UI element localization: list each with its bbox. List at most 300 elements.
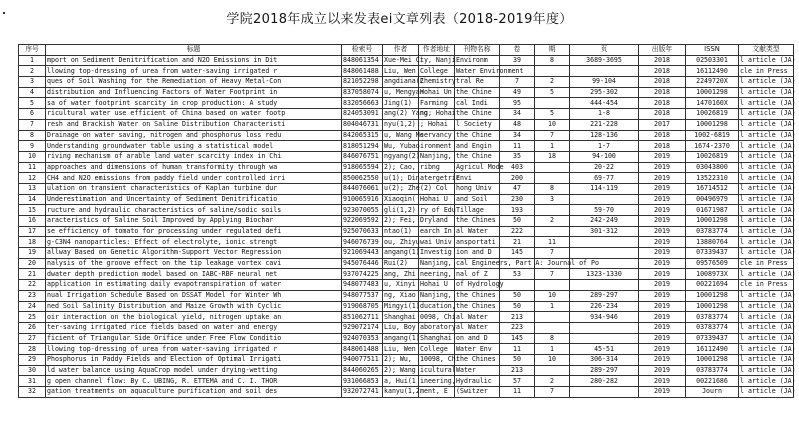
cell-author: u(1); Din xyxy=(384,173,420,182)
cell-address: ng; Hohai xyxy=(420,109,456,118)
cell-pages: 94-100 xyxy=(570,151,639,162)
cell-doc-type: cle in Press xyxy=(739,258,794,269)
cell-author: ang, Zhi xyxy=(383,269,419,280)
cell-year: 2018 xyxy=(639,87,686,98)
cell-volume: 223 xyxy=(500,322,535,333)
cell-year: 2019 xyxy=(639,365,686,376)
cell-pages xyxy=(570,66,639,77)
header-journal: 刊物名称 xyxy=(455,45,500,56)
table-row xyxy=(19,248,794,259)
cell-doc-type: l article (JA) xyxy=(740,194,796,203)
cell-issue: 2 xyxy=(535,376,570,387)
table-row xyxy=(19,312,794,323)
cell-issue: 2 xyxy=(535,216,570,227)
header-address: 作者地址 xyxy=(419,45,455,56)
cell-title: CH4 and N2O emissions from paddy field under controlled irri xyxy=(46,173,342,184)
header-issn: ISSN xyxy=(686,45,739,56)
cell-doc-type: l article (JA) xyxy=(740,130,796,139)
cell-doc-type: l article (JA) xyxy=(740,365,796,374)
cell-title: nalysis of the groove effect on the tip leakage vortex cavi xyxy=(46,258,342,269)
cell-issn: 16714512 xyxy=(686,183,739,194)
cell-accession: 851062711 xyxy=(342,312,383,323)
cell-doc-type: l article (JA) xyxy=(740,333,796,342)
cell-year: 2018 xyxy=(639,98,686,109)
cell-address: Nanjing, xyxy=(419,151,455,162)
cell-title: Drainage on water saving, nitrogen and phosphorus loss redu xyxy=(46,130,342,141)
cell-volume xyxy=(500,280,535,291)
cell-journal: Envi xyxy=(455,173,500,184)
cell-accession: 821052298 xyxy=(342,77,383,88)
cell-author: u, Xinyi xyxy=(383,280,419,291)
cell-journal: al Water xyxy=(455,312,500,323)
cell-doc-type: l article (JA) xyxy=(740,141,796,150)
cell-accession: 837058074 xyxy=(342,87,383,98)
cell-index: 18 xyxy=(19,237,46,248)
cell-accession: 844076061 xyxy=(342,183,383,194)
cell-journal: the Chine xyxy=(455,130,500,141)
cell-journal: the Chines xyxy=(455,216,500,227)
cell-accession: 948077537 xyxy=(342,290,383,301)
cell-volume: 7 xyxy=(500,77,535,88)
cell-issn: 02503301 xyxy=(686,55,739,66)
table-row xyxy=(19,269,794,280)
cell-address: Nanjing, xyxy=(419,290,455,301)
cell-address: Hohai U xyxy=(419,194,455,205)
cell-issn: 01671987 xyxy=(686,205,739,216)
cell-address: Hohai U xyxy=(419,280,455,291)
cell-author: u, Mengyan xyxy=(384,88,424,97)
cell-volume: 193 xyxy=(500,205,535,216)
cell-volume: 403 xyxy=(500,162,535,173)
cell-issue: 10 xyxy=(535,354,570,365)
cell-author: angang(1) xyxy=(384,333,420,342)
cell-index: 19 xyxy=(19,248,46,259)
cell-volume: 11 xyxy=(500,141,535,152)
cell-year: 2019 xyxy=(639,376,686,387)
cell-issue xyxy=(535,205,570,216)
cell-index: 13 xyxy=(19,183,46,194)
cell-journal: Hydraulic xyxy=(455,376,500,387)
cell-issn: 1674-2370 xyxy=(686,141,739,152)
cell-title: riving mechanism of arable land water scarcity index in Chi xyxy=(46,151,342,162)
cell-author: a, Hui(1 xyxy=(383,376,419,387)
cell-doc-type: l article (JA) xyxy=(740,376,796,385)
cell-year: 2019 xyxy=(639,301,686,312)
cell-year: 2019 xyxy=(639,248,686,259)
cell-journal: Environm xyxy=(455,55,500,66)
cell-index: 1 xyxy=(19,55,46,66)
cell-issue: 8 xyxy=(535,333,570,344)
cell-doc-type: l article (JA) xyxy=(740,269,796,278)
cell-title: Understanding groundwater table using a statistical model xyxy=(46,141,342,152)
cell-year: 2018 xyxy=(639,77,686,88)
cell-accession: 804046731 xyxy=(342,119,383,130)
cell-journal: Water Env xyxy=(455,344,500,355)
table-row xyxy=(19,387,794,398)
cell-issue: 1 xyxy=(535,141,570,152)
cell-year: 2019 xyxy=(639,237,686,248)
cell-doc-type: l article (JA) xyxy=(740,56,796,65)
cell-index: 2 xyxy=(19,66,46,77)
header-title: 标题 xyxy=(46,45,342,56)
cell-title: g open channel flow: By C. UBING, R. ETTEMA and C. I. THOR xyxy=(46,376,342,387)
cell-address: ment, E xyxy=(419,387,455,398)
cell-issn: 07339437 xyxy=(686,333,739,344)
cell-journal: ansportati xyxy=(455,237,500,248)
cell-volume: 145 xyxy=(500,248,535,259)
cell-journal: and Engin xyxy=(455,141,500,152)
cell-year: 2019 xyxy=(639,333,686,344)
cell-pages xyxy=(570,333,639,344)
cell-index: 15 xyxy=(19,205,46,216)
cell-title: gation treatments on aquaculture purification and soil des xyxy=(46,387,342,398)
cell-issn: 03783774 xyxy=(686,312,739,323)
cell-issue: 10 xyxy=(535,119,570,130)
cell-author: angang(1) xyxy=(384,248,420,257)
cell-year: 2019 xyxy=(639,280,686,291)
cell-year: 2019 xyxy=(639,205,686,216)
cell-doc-type: l article (JA) xyxy=(740,205,796,214)
cell-year: 2019 xyxy=(639,387,686,398)
cell-address: Investig xyxy=(419,248,455,259)
cell-doc-type: l article (JA) xyxy=(740,216,796,225)
cell-accession: 946076739 xyxy=(342,237,383,248)
header-row xyxy=(19,45,794,56)
cell-journal: and Soil xyxy=(455,194,500,205)
cell-issn: 07339437 xyxy=(686,248,739,259)
cell-pages: 99-104 xyxy=(570,77,639,88)
cell-accession: 921069443 xyxy=(342,248,383,259)
header-issue: 期 xyxy=(535,45,570,56)
cell-pages: 301-312 xyxy=(570,226,639,237)
cell-index: 8 xyxy=(19,130,46,141)
cell-doc-type: l article (JA) xyxy=(740,344,796,353)
cell-index: 12 xyxy=(19,173,46,184)
cell-doc-type: cle in Press xyxy=(739,280,794,291)
cell-title: aracteristics of Saline Soil Improved by Applying Biochar xyxy=(46,216,342,227)
cell-volume: 200 xyxy=(500,173,535,184)
cell-volume: 50 xyxy=(500,301,535,312)
cell-address: ineering, xyxy=(420,376,456,385)
cell-title: Underestimation and Uncertainty of Sediment Denitrificatio xyxy=(46,194,342,205)
table-row xyxy=(19,183,794,194)
cell-author: 2); Fei, xyxy=(383,216,419,227)
cell-doc-type: l article (JA) xyxy=(740,291,796,300)
cell-doc-type: l article (JA) xyxy=(740,387,796,396)
cell-author: Jing(1) xyxy=(383,98,419,109)
table-row xyxy=(19,226,794,237)
header-accession: 检索号 xyxy=(342,45,383,56)
cell-accession: 832056663 xyxy=(342,98,383,109)
cell-author: angdiana(2 xyxy=(384,77,424,86)
cell-author: Liu, Wen xyxy=(383,344,419,355)
cell-issue: 10 xyxy=(535,290,570,301)
cell-issn: 09576509 xyxy=(686,258,739,269)
cell-index: 16 xyxy=(19,216,46,227)
cell-year: 2018 xyxy=(639,130,686,141)
cell-volume: 213 xyxy=(500,312,535,323)
cell-doc-type: l article (JA) xyxy=(740,98,796,107)
cell-issn: 13522310 xyxy=(686,173,739,184)
cell-pages: 20-22 xyxy=(570,162,639,173)
cell-title: ulation on transient characteristics of Kaplan turbine dur xyxy=(46,183,342,194)
cell-index: 10 xyxy=(19,151,46,162)
cell-author: 2); Wu, xyxy=(383,354,419,365)
cell-year: 2019 xyxy=(639,226,686,237)
cell-address: Dryland xyxy=(419,216,455,227)
cell-volume: 95 xyxy=(500,98,535,109)
cell-address: aboratory xyxy=(420,323,456,332)
cell-journal: (Switzer xyxy=(455,387,500,398)
cell-year: 2019 xyxy=(639,354,686,365)
header-pages: 页 xyxy=(570,45,639,56)
table-row xyxy=(19,119,794,130)
cell-address: (2) Col xyxy=(419,183,455,194)
cell-issn: 03783774 xyxy=(686,365,739,376)
cell-doc-type: l article (JA) xyxy=(740,323,796,332)
cell-issn: 1470160X xyxy=(686,98,739,109)
cell-volume: 21 xyxy=(500,237,535,248)
table-row xyxy=(19,365,794,376)
header-author: 作者 xyxy=(383,45,419,56)
table-row xyxy=(19,301,794,312)
cell-address: Shanghai xyxy=(419,333,455,344)
cell-year: 2018 xyxy=(639,55,686,66)
cell-index: 25 xyxy=(19,312,46,323)
cell-pages: 221-228 xyxy=(570,119,639,130)
cell-index: 21 xyxy=(19,269,46,280)
cell-pages: 934-946 xyxy=(570,312,639,323)
table-row xyxy=(19,354,794,365)
cell-issue: 5 xyxy=(535,109,570,120)
table-body xyxy=(19,55,794,397)
cell-doc-type: l article (JA) xyxy=(740,355,796,364)
cell-title: ques of Soil Washing for the Remediation of Heavy Metal-Con xyxy=(46,77,342,88)
table-row xyxy=(19,87,794,98)
cell-index: 31 xyxy=(19,376,46,387)
cell-issue: 18 xyxy=(535,151,570,162)
cell-address: icultural xyxy=(420,365,456,374)
cell-issue xyxy=(535,280,570,291)
cell-accession: 925070633 xyxy=(342,226,383,237)
cell-index: 20 xyxy=(19,258,46,269)
cell-journal: al Water xyxy=(455,322,500,333)
cell-address: Hohai Un xyxy=(419,87,455,98)
cell-title: ricultural water use efficient of China based on water footp xyxy=(46,109,342,120)
cell-accession: 824053091 xyxy=(342,109,383,120)
cell-doc-type: l article (JA) xyxy=(740,248,796,257)
cell-journal: Water xyxy=(455,365,500,376)
cell-year: 2019 xyxy=(639,216,686,227)
cell-author: Liu, Wen xyxy=(383,66,419,77)
cell-year: 2018 xyxy=(639,109,686,120)
cell-volume: 222 xyxy=(500,226,535,237)
cell-author: nyu(1,2) xyxy=(383,119,419,130)
cell-address: neering, xyxy=(419,269,455,280)
cell-author: Mingyi(1) xyxy=(384,301,420,310)
cell-issue xyxy=(535,322,570,333)
cell-author: Liu, Boy xyxy=(383,322,419,333)
cell-address: wai Univ xyxy=(419,237,455,248)
cell-issn: 00496979 xyxy=(686,194,739,205)
cell-issue: 7 xyxy=(535,387,570,398)
cell-address: servancy xyxy=(419,130,455,141)
cell-pages xyxy=(570,280,639,291)
cell-pages: 1-8 xyxy=(570,109,639,120)
cell-accession: 922069592 xyxy=(342,216,383,227)
cell-author: kanyu(1,2 xyxy=(384,387,420,396)
cell-year: 2017 xyxy=(639,119,686,130)
cell-pages: 69-77 xyxy=(570,173,639,184)
cell-issn: 10001298 xyxy=(686,290,739,301)
cell-accession: 932072741 xyxy=(342,387,383,398)
cell-pages: 1-7 xyxy=(570,141,639,152)
cell-pages: 226-234 xyxy=(570,301,639,312)
cell-author: Shanghai xyxy=(383,312,419,323)
cell-index: 14 xyxy=(19,194,46,205)
cell-accession: 924070353 xyxy=(342,333,383,344)
cell-title: application in estimating daily evapotranspiration of water xyxy=(46,280,342,291)
cell-year: 2019 xyxy=(639,162,686,173)
cell-title: Phosphorus in Paddy Fields and Election of Optimal Irrigati xyxy=(46,354,342,365)
cell-accession: 844060265 xyxy=(342,365,383,376)
header-volume: 卷 xyxy=(500,45,535,56)
cell-issn: 10001298 xyxy=(686,119,739,130)
cell-title: ficient of Triangular Side Orifice under Free Flow Conditio xyxy=(46,333,342,344)
cell-journal: cal Engineers, Part A: Journal of Po xyxy=(456,259,599,268)
cell-index: 4 xyxy=(19,87,46,98)
cell-issue xyxy=(535,162,570,173)
cell-index: 32 xyxy=(19,387,46,398)
cell-index: 6 xyxy=(19,109,46,120)
cell-index: 28 xyxy=(19,344,46,355)
table-row xyxy=(19,109,794,120)
cell-issn: 16112490 xyxy=(686,344,739,355)
cell-index: 3 xyxy=(19,77,46,88)
cell-issue: 1 xyxy=(535,301,570,312)
cell-pages: 242-249 xyxy=(570,216,639,227)
cell-issue: 7 xyxy=(535,269,570,280)
cell-title: dwater depth prediction model based on IABC-RBF neural net xyxy=(46,269,342,280)
cell-issn: 10026819 xyxy=(686,109,739,120)
table-row xyxy=(19,205,794,216)
cell-address: 0098, Chi xyxy=(420,312,456,321)
cell-address: ty, Nanji xyxy=(420,56,456,65)
cell-accession: 850062550 xyxy=(342,173,383,184)
cell-issn: 10001298 xyxy=(686,301,739,312)
cell-issn: 10001298 xyxy=(686,87,739,98)
cell-year: 2018 xyxy=(639,141,686,152)
cell-index: 26 xyxy=(19,322,46,333)
cell-accession: 948077483 xyxy=(342,280,383,291)
cell-index: 23 xyxy=(19,290,46,301)
cell-author: ngyang(2) xyxy=(384,152,420,161)
cell-volume: 11 xyxy=(500,387,535,398)
cell-issue: 1 xyxy=(535,344,570,355)
cell-author: ng, Xiao xyxy=(383,290,419,301)
cell-pages xyxy=(570,237,639,248)
cell-address: Farming xyxy=(419,98,455,109)
table-row xyxy=(19,322,794,333)
table-row xyxy=(19,130,794,141)
cell-index: 24 xyxy=(19,301,46,312)
cell-issue xyxy=(535,365,570,376)
cell-issn: 10026819 xyxy=(686,151,739,162)
cell-issue: 2 xyxy=(535,77,570,88)
cell-doc-type: l article (JA) xyxy=(740,88,796,97)
cell-year: 2019 xyxy=(639,269,686,280)
cell-volume: 48 xyxy=(500,119,535,130)
cell-pages xyxy=(570,194,639,205)
cell-volume: 47 xyxy=(500,183,535,194)
cell-volume: 53 xyxy=(500,269,535,280)
publication-table xyxy=(18,44,794,398)
cell-year: 2019 xyxy=(639,151,686,162)
cell-author: ang(2) Yang xyxy=(384,109,428,118)
cell-volume: 213 xyxy=(500,365,535,376)
cell-journal: Water Environment xyxy=(456,66,524,75)
cell-issue: 7 xyxy=(535,248,570,259)
cell-journal: tral Re xyxy=(455,77,500,88)
table-row xyxy=(19,280,794,291)
cell-journal: l Society xyxy=(455,119,500,130)
cell-title: ned Soil Salinity Distribution and Maize Growth with Cyclic xyxy=(46,301,342,312)
cell-accession: 918065594 xyxy=(342,162,383,173)
cell-title: distribution and Influencing Factors of Water Footprint in xyxy=(46,87,342,98)
cell-title: allway Based on Genetic Algorithm-Support Vector Regression xyxy=(46,248,342,259)
cell-journal: the Chine xyxy=(455,109,500,120)
cell-journal: ion and D xyxy=(455,248,500,259)
cell-issue: 5 xyxy=(535,87,570,98)
cell-pages: 444-454 xyxy=(570,98,639,109)
table-row xyxy=(19,151,794,162)
cell-issue xyxy=(535,226,570,237)
cell-accession: 931066853 xyxy=(342,376,383,387)
cell-title: ld water balance using AquaCrop model under drying-wetting xyxy=(46,365,342,376)
cell-author: Wu, Yubao xyxy=(384,141,420,150)
cell-issn: 13880764 xyxy=(686,237,739,248)
cell-doc-type: l article (JA) xyxy=(740,312,796,321)
cell-index: 22 xyxy=(19,280,46,291)
cell-doc-type: l article (JA) xyxy=(740,301,796,310)
cell-pages: 128-136 xyxy=(570,130,639,141)
cell-issn: 03783774 xyxy=(686,226,739,237)
table-row xyxy=(19,98,794,109)
table-row xyxy=(19,77,794,88)
cell-address: ; Hohai xyxy=(419,119,455,130)
cell-pages: 114-119 xyxy=(570,183,639,194)
cell-address: ribng xyxy=(419,162,455,173)
cell-journal: the Chines xyxy=(455,290,500,301)
cell-doc-type: l article (JA) xyxy=(740,173,796,182)
cell-title: nual Irrigation Schedule Based on DSSAT Model for Winter Wh xyxy=(46,290,342,301)
cell-year: 2019 xyxy=(639,312,686,323)
cell-title: sa of water footprint scarcity in crop production: A study xyxy=(46,98,342,109)
cell-volume: 35 xyxy=(500,151,535,162)
cell-volume: 50 xyxy=(500,290,535,301)
cell-volume: 57 xyxy=(500,376,535,387)
cell-address: ducation, xyxy=(420,301,456,310)
cell-title: mport on Sediment Denitrification and N2O Emissions in Dit xyxy=(46,55,342,66)
cell-accession: 923070055 xyxy=(342,205,383,216)
cell-pages: 295-302 xyxy=(570,87,639,98)
cell-issue xyxy=(535,173,570,184)
header-doc-type: 文献类型 xyxy=(739,45,794,56)
cell-pages: 306-314 xyxy=(570,354,639,365)
table-row xyxy=(19,162,794,173)
cell-address: ry of Edu xyxy=(420,205,456,214)
cell-journal: the Chines xyxy=(455,354,500,365)
